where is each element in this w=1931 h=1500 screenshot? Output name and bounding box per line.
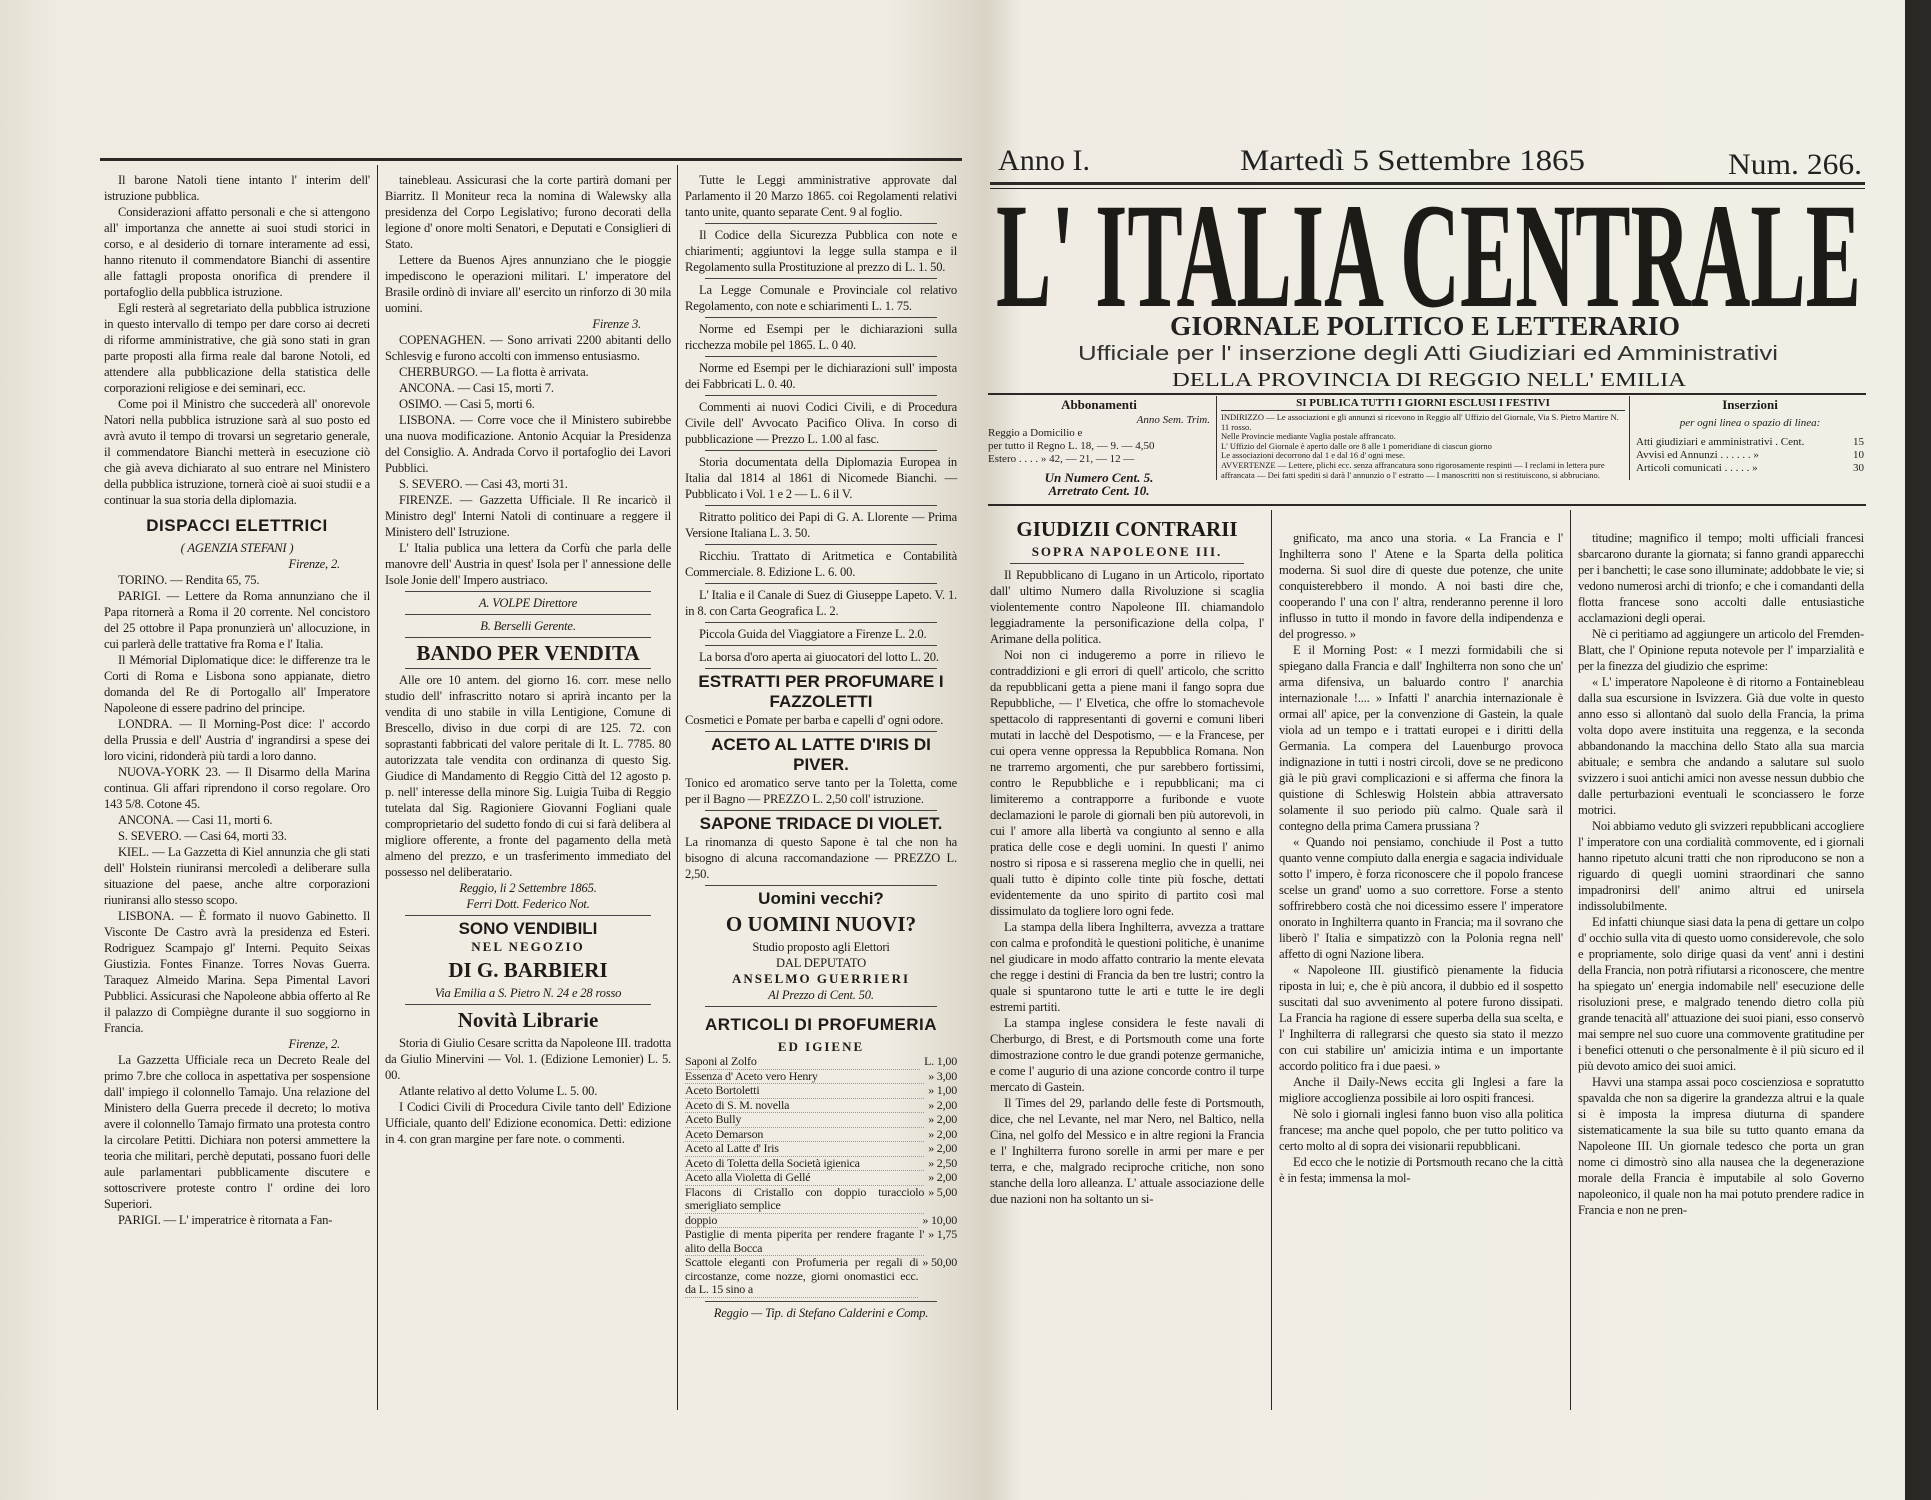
price-label: Aceto Bortoletti — [685, 1084, 924, 1099]
publica-line: AVVERTENZE — Lettere, plichi ecc. senza affrancatura sono rigorosamente respinti — I reclami in lettera pure affrancata — Dei fatti spediti si darà l' annunzio o l' estratto — I manoscritti non si restituiscono, si abbruciano. — [1221, 459, 1605, 480]
issue-date: Martedì 5 Settembre 1865 — [1240, 144, 1585, 177]
publica-line: Le associazioni decorrono dal 1 e dal 16 d' ogni mese. — [1221, 450, 1405, 461]
price-label: Flacons di Cristallo con doppio turacciolo smerigliato semplice — [685, 1184, 925, 1212]
advertisement-heading: ACETO AL LATTE D'IRIS DI PIVER. — [711, 735, 931, 774]
price-value: L. 1,00 — [924, 1054, 957, 1068]
caps-heading: SOPRA NAPOLEONE III. — [1031, 544, 1223, 559]
separator-rule — [705, 1301, 937, 1302]
abbonamenti-row: per tutto il Regno L. 18, — 9. — 4,50 — [988, 440, 1155, 452]
paragraph: tainebleau. Assicurasi che la corte partirà domani per Biarritz. Il Moniteur reca la nomina di Walewsky alla presidenza del Corpo Legislativo; furono decorati della legione d' onore molti Senatori, e Deputati e Consiglieri di Stato. — [385, 173, 671, 251]
price-label: Aceto di Toletta della Società igienica — [685, 1157, 924, 1172]
paragraph: Piccola Guida del Viaggiatore a Firenze L. 2.0. — [699, 627, 927, 641]
byline: ( AGENZIA STEFANI ) — [180, 541, 294, 555]
price-row — [685, 1186, 957, 1214]
price-value: » 3,00 — [928, 1068, 957, 1083]
paragraph: Egli resterà al segretariato della pubblica istruzione in questo intervallo di tempo per dare corso ai decreti di riforme amministrative, che già sono stati in gran parte proposti alla firma reale dal barone Notoli, ed attendere alla pubblicazione della statistica delle corporazioni religiose e dei seminari, ecc. — [104, 301, 370, 395]
price-row — [685, 1099, 957, 1114]
separator-rule — [705, 395, 937, 396]
paragraph: Norme ed Esempi per le dichiarazioni sulla ricchezza mobile pel 1865. L. 0 40. — [685, 322, 957, 352]
paragraph: gnificato, ma anco una storia. « La Francia e l' Inghilterra sono l' Atene e la Sparta della politica moderna. Si suol dire di queste due potenze, che unite conquisterebbero il mondo. A noi basti dire che, cooperando l' una con l' altra, renderanno perenne il loro influsso in tutto il mondo in favore della indipendenza e del progresso. » — [1279, 531, 1563, 641]
inserzioni-price: 10 — [1853, 449, 1864, 461]
masthead-bottom-rule — [988, 504, 1866, 506]
paragraph: ANCONA. — Casi 15, morti 7. — [399, 381, 554, 395]
price-value: » 1,75 — [928, 1227, 957, 1241]
column-left-3 — [685, 172, 957, 1321]
byline: Al Prezzo di Cent. 50. — [768, 988, 874, 1002]
abbonamenti-row: Estero . . . . » 42, — 21, — 12 — — [988, 453, 1135, 465]
price-value: » 50,00 — [922, 1255, 957, 1269]
paragraph: LONDRA. — Il Morning-Post dice: l' accordo della Prussia e dell' Austria d' ingrandirsi a spese dei loro vicini, ridonderà più tardi a loro danno. — [104, 717, 370, 763]
dateline: Firenze, 2. — [288, 557, 340, 571]
paragraph: CHERBURGO. — La flotta è arrivata. — [399, 365, 589, 379]
headline: DI G. BARBIERI — [448, 958, 608, 982]
dateline: Firenze, 2. — [288, 1037, 340, 1051]
price-row — [685, 1256, 957, 1298]
paragraph: Ed infatti chiunque siasi data la pena di gettare un colpo d' occhio sulla vita di questo uomo considerevole, che solo e propriamente, solo dirige quasi da vent' anni i destini della Francia, non potrà rifiutarsi a riconoscere, che mentre ha spiegato un' energia indomabile nell' esecuzione delle risoluzioni prese, e malgrado tenendo dietro colla più grande tenacità all' attuazione dei suoi piani, esso conservò mai sempre nel suo cuore una commovente gratitudine per i benefici ottenuti o che personalmente è il più sicuro ed il più devoto amico dei suoi amici. — [1578, 915, 1864, 1073]
separator-rule — [405, 614, 651, 615]
advertisement-heading: ESTRATTI PER PROFUMARE I FAZZOLETTI — [698, 672, 944, 711]
advertisement-heading: SONO VENDIBILI — [458, 919, 598, 938]
price-label: Aceto di S. M. novella — [685, 1099, 924, 1114]
paragraph: Storia di Giulio Cesare scritta da Napoleone III. tradotta da Giulio Minervini — Vol. 1. (Edizione Lemonier) L. 5. 00. — [385, 1036, 671, 1082]
separator-rule — [705, 450, 937, 451]
newspaper-title: L' ITALIA CENTRALE — [996, 173, 1861, 339]
byline: A. VOLPE Direttore — [478, 596, 578, 610]
paragraph: S. SEVERO. — Casi 64, morti 33. — [118, 829, 287, 843]
separator-rule — [705, 645, 937, 646]
price-label: Aceto al Latte d' Iris — [685, 1142, 924, 1157]
ad-line: DAL DEPUTATO — [776, 956, 866, 970]
newspaper-province: DELLA PROVINCIA DI REGGIO NELL' EMILIA — [1172, 369, 1687, 391]
byline: B. Berselli Gerente. — [480, 619, 576, 633]
separator-rule — [705, 885, 937, 886]
price-label: doppio — [685, 1214, 918, 1229]
price-value: » 2,00 — [928, 1141, 957, 1155]
newspaper-tagline: Ufficiale per l' inserzione degli Atti Giudiziari ed Amministrativi — [1078, 343, 1778, 365]
publica-line: INDIRIZZO — Le associazioni e gli annunzi si ricevono in Reggio all' Uffizio del Giornale, Via S. Pietro Martire N. 11 rosso. — [1221, 412, 1619, 432]
advertisement-heading: SAPONE TRIDACE DI VIOLET. — [699, 814, 943, 833]
paragraph: Nè ci peritiamo ad aggiungere un articolo del Fremden-Blatt, che l' Opinione reputa notevole per l' imparzialità e per la finezza del giudizio che esprime: — [1578, 627, 1864, 673]
inserzioni-sub: per ogni linea o spazio di linea: — [1679, 417, 1821, 429]
ad-line: Studio proposto agli Elettori — [752, 940, 890, 954]
paragraph: NUOVA-YORK 23. — Il Disarmo della Marina continua. Gli affari riprendono il corso regolare. Oro 143 5/8. Cotone 45. — [104, 765, 370, 811]
price-value: » 2,00 — [928, 1126, 957, 1141]
paragraph: Anche il Daily-News eccita gli Inglesi a fare la migliore accoglienza possibile ai loro ospiti francesi. — [1279, 1075, 1563, 1105]
masthead — [990, 138, 1870, 399]
paragraph: Considerazioni affatto personali e che si attengono all' importanza che annette ai suoi studi storici in corso, e al desiderio di tornare interamente ad essi, hanno ritenuto il commendatore Bianchi di assentire alle fattagli proposta onorifica di prendere il portafoglio della pubblica istruzione. — [104, 205, 370, 299]
inserzioni-title: Inserzioni — [1722, 397, 1778, 412]
paragraph: Ritratto politico dei Papi di G. A. Llorente — Prima Versione Italiana L. 3. 50. — [685, 510, 957, 540]
price-row — [685, 1113, 957, 1128]
newspaper-subtitle: GIORNALE POLITICO E LETTERARIO — [1170, 311, 1680, 341]
separator-rule — [705, 731, 937, 732]
anno-label: Anno I. — [998, 144, 1090, 177]
paragraph: Atlante relativo al detto Volume L. 5. 00. — [399, 1084, 598, 1098]
price-row — [685, 1157, 957, 1172]
paragraph: Come poi il Ministro che succederà all' onorevole Natori nella pubblica istruzione sarà al suo posto ed avrà avuto il tempo di trovarsi un segretario generale, il commendatore Bianchi metterà in esecuzione ciò che già aveva dichiarato al suo entrare nel Ministero della pubblica istruzione, tornerà cioè ai suoi studii e a continuar la sua storia della diplomazia. — [104, 397, 370, 507]
byline: Via Emilia a S. Pietro N. 24 e 28 rosso — [434, 986, 622, 1000]
separator-rule — [405, 591, 651, 592]
paragraph: Alle ore 10 antem. del giorno 16. corr. mese nello studio dell' infrascritto notaro si aprirà incanto per la vendita di uno stabile in villa Lentigione, Comune di Brescello, diviso in due corpi di are 125. 72. con soprastanti fabbricati del valore peritale di It. L. 7785. 80 autorizzata tale vendita con ordinanza di questo Sig. Giudice di Mandamento di Reggio Città del 12 agosto p. p. nell' interesse della minore Sig. Luigia Tuiba di Reggio tutelata dal Sig. Ragioniere Giovanni Fogliani quale comproprietario del sudetto fondo di cui si farà delibera al migliore offerente, a fronte del pagamento della metà almeno del prezzo, e un trasferimento immediato del possesso nel deliberatario. — [385, 673, 671, 879]
price-row — [685, 1055, 957, 1070]
caps-heading: ED IGIENE — [777, 1039, 865, 1054]
paragraph: LISBONA. — Corre voce che il Ministero subirebbe una nuova modificazione. Antonio Acquiar la Presidenza del Consiglio. A. Andrada Corvo il portafoglio dei Lavori Pubblici. — [385, 413, 671, 475]
separator-rule — [705, 223, 937, 224]
column-right-2 — [1279, 530, 1563, 1186]
price-value: » 5,00 — [928, 1184, 957, 1199]
inserzioni-price: 15 — [1853, 436, 1864, 448]
dateline: Firenze 3. — [592, 317, 641, 331]
paragraph: La Gazzetta Ufficiale reca un Decreto Reale del primo 7.bre che colloca in aspettativa per sospensione dall' impiego il colonnello Tamajo. Una relazione del Ministero della Guerra precede il decreto; lo motiva avere il colonnello Tamajo firmato una protesta contro la circolare Petitti. Dichiara non potersi ammettere la teoria che militari, perchè deputati, possano fuori delle aule parlamentari pubblicamente discutere e sottoscrivere proteste contro l' ordine dei loro Superiori. — [104, 1053, 370, 1211]
section-heading: DISPACCI ELETTRICI — [146, 516, 328, 535]
publica-line: Nelle Provincie mediante Vaglia postale affrancato. — [1221, 431, 1396, 442]
paragraph: LISBONA. — È formato il nuovo Gabinetto. Il Visconte De Castro avrà la presidenza ed Esteri. Rodriguez Scampajo gl' Interni. Pequito Seixas Giustizia. Fontes Finanze. Torres Novas Guerra. Taraquez Almeido Marina. Sepa Pimental Lavori Pubblici. Assicurasi che Napoleone abbia offerto al Re il palazzo di Compiègne durante il suo soggiorno in Francia. — [104, 909, 370, 1035]
paragraph: PARIGI. — L' imperatrice è ritornata a Fan- — [118, 1213, 333, 1227]
paragraph: OSIMO. — Casi 5, morti 6. — [399, 397, 535, 411]
paragraph: Commenti ai nuovi Codici Civili, e di Procedura Civile dell' Avvocato Pacifico Oliva. In corso di pubblicazione — Prezzo L. 1.00 al fasc. — [685, 400, 957, 446]
paragraph: Il Codice della Sicurezza Pubblica con note e chiarimenti; aggiuntovi la legge sulla stampa e il Regolamento sulla Prostituzione al prezzo di L. 1. 50. — [685, 228, 957, 274]
paragraph: Noi non ci indugeremo a porre in rilievo le contraddizioni e gli errori di quell' articolo, che scritto da repubblicani getta a piene mani il fango sopra due Repubbliche, — l' Elvetica, che offre lo stomachevole spettacolo di rappresentanti di governi e comuni liberi mutati in lacchè del Despotismo, — e la Francese, per cui opera venne oppressa la Repubblica Romana. Non ne trarremo argomenti, che pur sarebbero fortissimi, contro le Repubbliche e i repubblicani; ma ci limiteremo a contrapporre a furibonde e vuote declamazioni le parole di giornali ben più autorevoli, in cui l' amore alla libertà va congiunto al senno e alla pratica delle cose e degli uomini. In questi l' animo nostro si riposa e si rasserena meglio che in quelli, nei quali tutto è dipinto colle tinte più fosche, dettati evidentemente da uno spirito di partito così mal dissimulato da togliere loro ogni fede. — [990, 648, 1264, 918]
column-divider — [1570, 510, 1571, 1410]
inserzioni-box — [1636, 396, 1864, 475]
price-value: » 2,00 — [928, 1170, 957, 1184]
paragraph: La Legge Comunale e Provinciale col relativo Regolamento, con note e schiarimenti L. 1. 75. — [685, 283, 957, 313]
publica-box — [1216, 396, 1630, 480]
price-row — [685, 1228, 957, 1256]
publica-title: SI PUBLICA TUTTI I GIORNI ESCLUSI I FESTIVI — [1221, 397, 1625, 411]
column-divider — [1271, 510, 1272, 1410]
paragraph: « Napoleone III. giustificò pienamente la fiducia riposta in lui; e, che è più ancora, il dubbio ed il sospetto suscitati dal suo avvenimento al potere furono dissipati. La Francia ha ragione di essere superba della sua scelta, e l' Inghilterra di rallegrarsi che questo sia stato il mezzo con cui stabilire un' amicizia intima e un importante accordo politico fra i due paesi. » — [1279, 963, 1563, 1073]
separator-rule — [705, 278, 937, 279]
separator-rule — [405, 637, 651, 638]
paragraph: Il Repubblicano di Lugano in un Articolo, riportato dall' ultimo Numero dalla Rivoluzione si scaglia violentemente contro Napoleone III. chiamandolo leggiadramente la personificazione della colpa, l' Arimane della politica. — [990, 568, 1264, 646]
inserzioni-label: Articoli comunicati . . . . . » — [1636, 462, 1758, 474]
byline: Reggio — Tip. di Stefano Calderini e Comp. — [713, 1305, 929, 1320]
numero-price: Un Numero Cent. 5. — [1044, 470, 1154, 485]
paragraph: Lettere da Buenos Ajres annunziano che le pioggie impediscono le operazioni militari. L' imperatore del Brasile ordinò di inviare all' esercito un rinforzo di 30 mila uomini. — [385, 253, 671, 315]
separator-rule — [405, 668, 651, 669]
column-divider — [377, 165, 378, 1410]
paragraph: Havvi una stampa assai poco coscienziosa e sopratutto spavalda che non sa digerire la grandezza altrui e la quale si è imposta la impresa diuturna di spandere sistematicamente la sua bile su tutto quanto emana da Napoleone III. Un giornale tedesco che porta un gran nome ci dimostrò sino alla nausea che la degenerazione morale della Francia è imputabile al solo Governo napoleonico, il quale non ha mai potuto prendere radice in Francia e non ne pren- — [1578, 1075, 1864, 1217]
paragraph: titudine; magnifico il tempo; molti ufficiali francesi sbarcarono durante la giornata; si fanno grandi apparecchi per i banchetti; le case sono illuminate; addobbate le vie; si vedono numerosi archi di trionfo; e che i comandanti della flotta francese sono accolti dalle entusiastiche acclamazioni degli operai. — [1578, 531, 1864, 625]
scan-edge — [1905, 0, 1931, 1500]
price-value: » 2,50 — [928, 1155, 957, 1170]
separator-rule — [705, 317, 937, 318]
price-row — [685, 1084, 957, 1099]
abbonamenti-title: Abbonamenti — [1061, 397, 1137, 412]
headline: BANDO PER VENDITA — [416, 641, 640, 665]
paragraph: FIRENZE. — Gazzetta Ufficiale. Il Re incaricò il Ministro degl' Interni Natoli di continuare a reggere il Ministero dell' Istruzione. — [385, 493, 671, 539]
paragraph: Noi abbiamo veduto gli svizzeri repubblicani accogliere l' imperatore con una cordialità commovente, ed i giornali hanno ripetuto alcuni tratti che non riproducono se non a riguardo di quegli uomini straordinari che sanno impadronirsi dell' animo altrui ed unirsela indissolubilmente. — [1578, 819, 1864, 913]
price-label: Aceto Bully — [685, 1113, 924, 1128]
paragraph: La stampa inglese considera le feste navali di Cherburgo, di Brest, e di Portsmouth come una forte dimostrazione contro le due grandi potenze germaniche, e come l' augurio di una azione concorde contro il turpe mercato di Gastein. — [990, 1016, 1264, 1094]
advertisement-text: Tonico ed aromatico serve tanto per la Toletta, come per il Bagno — PREZZO L. 2,50 coll' istruzione. — [685, 776, 957, 806]
masthead-svg — [990, 138, 1870, 394]
byline: Ferri Dott. Federico Not. — [466, 897, 590, 911]
paragraph: Ricchiu. Trattato di Aritmetica e Contabilità Commerciale. 8. Edizione L. 6. 00. — [685, 549, 957, 579]
paragraph: « Quando noi pensiamo, conchiude il Post a tutto quanto venne compiuto dalla energia e sagacia individuale sotto l' impero, è forza riconoscere che il popolo francese scelse un grand' uomo a suo correttore. Forse a stento soffrirebbero costà che noi dicessimo essere l' imperatore onorato in Inghilterra quanto in Francia; ma il sovrano che liberò l' Italia e simpatizzò con la Polonia regna nell' affetto di ogni Nazione libera. — [1279, 835, 1563, 961]
paragraph: PARIGI. — Lettere da Roma annunziano che il Papa ritornerà a Roma il 20 corrente. Nel concistoro del 25 ottobre il Papa pronunzierà un' allocuzione, in cui parlerà delle trattative fra Roma e l' Italia. — [104, 589, 370, 651]
paragraph: Norme ed Esempi per le dichiarazioni sull' imposta dei Fabbricati L. 0. 40. — [685, 361, 957, 391]
headline: GIUDIZII CONTRARII — [1016, 517, 1238, 541]
arretrato-price: Arretrato Cent. 10. — [1048, 483, 1150, 498]
advertisement-text: Cosmetici e Pomate per barba e capelli d' ogni odore. — [685, 713, 944, 727]
paragraph: E il Morning Post: « I mezzi formidabili che si spiegano dalla Francia e dall' Inghilterra non sono che un' arma difensiva, un baluardo contro l' anarchia internazionale !.... » Infatti l' anarchia internazionale è ormai all' apice, per la convenzione di Gastein, la quale viola ad un tempo e i trattati europei e i diritti della Germania. La compera del Lauenburgo provoca indignazione in tutti i nostri circoli, dove se ne predicono già le più gravi complicazioni e si afferma che finora la quistione di Schleswig Holstein abbia attraversato solamente il suo periodo più calmo. Quale sarà il contegno della prima Camera prussiana ? — [1279, 643, 1563, 833]
price-label: Pastiglie di menta piperita per rendere fragante l' alito della Bocca — [685, 1227, 925, 1255]
column-left-1 — [104, 172, 370, 1228]
paragraph: L' Italia publica una lettera da Corfù che parla delle manovre dell' Austria in quest' Isola per l' annessione delle Isole Jonie dell' Impero austriaco. — [385, 541, 671, 587]
column-right-3 — [1578, 530, 1864, 1218]
separator-rule — [405, 915, 651, 916]
separator-rule — [705, 356, 937, 357]
headline: Novità Librarie — [457, 1008, 599, 1032]
paragraph: Tutte le Leggi amministrative approvate dal Parlamento il 20 Marzo 1865. coi Regolamenti relativi tanto unite, quanto separate Cent. 9 al foglio. — [685, 173, 957, 219]
paragraph: ANCONA. — Casi 11, morti 6. — [118, 813, 273, 827]
abbonamenti-box — [988, 396, 1210, 497]
paragraph: La borsa d'oro aperta ai giuocatori del lotto L. 20. — [699, 650, 939, 664]
column-right-1 — [990, 514, 1264, 1207]
separator-rule — [705, 583, 937, 584]
price-row — [685, 1171, 957, 1186]
inserzioni-label: Avvisi ed Annunzi . . . . . . » — [1636, 449, 1759, 461]
price-label: Aceto Demarson — [685, 1128, 924, 1143]
separator-rule — [705, 668, 937, 669]
price-row — [685, 1214, 957, 1229]
paragraph: « L' imperatore Napoleone è di ritorno a Fontainebleau dalla sua escursione in Isvizzera. Già due volte in questo anno esso si allontanò dal suolo della Francia, la prima volta dopo avere instituita una reggenza, e la seconda abbandonando la macchina dello Stato alla sua marcia abituale; e sembra che andando a salutare sul suolo svizzero i suoi antichi amici non avesse nessun dubbio che dalle perturbazioni eventuali le sconciassero le forze motrici. — [1578, 675, 1864, 817]
paragraph: Il barone Natoli tiene intanto l' interim dell' istruzione pubblica. — [104, 173, 370, 203]
abbonamenti-header: Anno Sem. Trim. — [1136, 414, 1210, 426]
advertisement-text: La rinomanza di questo Sapone è tal che non ha bisogno di alcuna raccomandazione — PREZZO L. 2,50. — [685, 835, 957, 881]
section-heading: ARTICOLI DI PROFUMERIA — [705, 1015, 937, 1034]
caps-heading: NEL NEGOZIO — [471, 939, 585, 954]
inserzioni-price: 30 — [1853, 462, 1864, 474]
paragraph: S. SEVERO. — Casi 43, morti 31. — [399, 477, 568, 491]
price-label: Essenza d' Aceto vero Henry — [685, 1070, 924, 1085]
price-value: » 1,00 — [928, 1083, 957, 1097]
paragraph: TORINO. — Rendita 65, 75. — [118, 573, 260, 587]
price-value: » 10,00 — [922, 1212, 957, 1227]
separator-rule — [705, 622, 937, 623]
column-left-2 — [385, 172, 671, 1147]
price-label: Scattole eleganti con Profumeria per regali di circostanze, come nozze, giorni onomastici ecc. da L. 15 sino a — [685, 1255, 919, 1296]
paragraph: Ed ecco che le notizie di Portsmouth recano che la città è in festa; immensa la mol- — [1279, 1155, 1563, 1185]
column-divider — [677, 165, 678, 1410]
paragraph: L' Italia e il Canale di Suez di Giuseppe Lapeto. V. 1. in 8. con Carta Geografica L. 2. — [685, 588, 957, 618]
price-value: » 2,00 — [928, 1112, 957, 1126]
paragraph: I Codici Civili di Procedura Civile tanto dell' Edizione Ufficiale, quanto dell' Edizione economica. Detti: edizione in 4. con gran margine per fare note. o commenti. — [385, 1100, 671, 1146]
paragraph: Nè solo i giornali inglesi fanno buon viso alla politica francese; ma anche quel popolo, che per tutto politico va certo molto al di sopra dei visionarii repubblicani. — [1279, 1107, 1563, 1153]
publica-line: L' Uffizio del Giornale è aperto dalle ore 8 alle 1 pomeridiane di ciascun giorno — [1221, 440, 1492, 451]
price-label: Aceto alla Violetta di Gellé — [685, 1171, 924, 1186]
price-row — [685, 1128, 957, 1143]
top-rule-left — [100, 158, 962, 161]
paragraph: Il Times del 29, parlando delle feste di Portsmouth, dice, che nel Levante, nel mar Nero, nel Baltico, nella Cina, nel golfo del Messico e in altre regioni la Francia e l' Inghilterra furono sorelle in armi per mare e per terra, e che, malgrado reciproche critiche, non sono stanche della loro alleanza. L' attuale associazione delle due nazioni non ha soltanto un si- — [990, 1096, 1264, 1206]
abbonamenti-row: Reggio a Domicilio e — [988, 427, 1083, 439]
separator-rule — [705, 505, 937, 506]
advertisement-heading: Uomini vecchi? — [758, 889, 884, 908]
inserzioni-label: Atti giudiziari e amministrativi . Cent. — [1636, 436, 1805, 448]
paragraph: Il Mémorial Diplomatique dice: le differenze tra le Corti di Roma e Lisbona sono appianate, dietro domanda del Re di Portogallo all' Imperatore Napoleone di essere padrino del principe. — [104, 653, 370, 715]
paragraph: KIEL. — La Gazzetta di Kiel annunzia che gli stati dell' Holstein riuniransi mercoledì a deliberare sulla situazione del paese, anche altre corporazioni riuniransi allo stesso scopo. — [104, 845, 370, 907]
price-value: » 2,00 — [928, 1097, 957, 1112]
separator-rule — [405, 1004, 651, 1005]
price-row — [685, 1070, 957, 1085]
headline: O UOMINI NUOVI? — [725, 912, 917, 936]
caps-heading: ANSELMO GUERRIERI — [731, 971, 911, 986]
separator-rule — [705, 810, 937, 811]
byline: Reggio, li 2 Settembre 1865. — [459, 881, 597, 895]
paragraph: La stampa della libera Inghilterra, avvezza a trattare con calma e profondità le questioni politiche, è unanime nel giudicare in modo affatto contrario la mente elevata che regge i destini di Francia da ben tre lustri; contro la quale si spuntarono tutte le arti e tutte le ire degli estremi partiti. — [990, 920, 1264, 1014]
separator-rule — [705, 1006, 937, 1007]
separator-rule — [1010, 563, 1244, 564]
masthead-bottom-rule — [988, 393, 1866, 395]
price-label: Saponi al Zolfo — [685, 1055, 920, 1070]
paragraph: Storia documentata della Diplomazia Europea in Italia dal 1814 al 1861 di Nicomede Bianchi. — Pubblicato i Vol. 1 e 2 — L. 6 il V. — [685, 455, 957, 501]
separator-rule — [705, 544, 937, 545]
paragraph: COPENAGHEN. — Sono arrivati 2200 abitanti dello Schlesvig e furono accolti con immenso entusiasmo. — [385, 333, 671, 363]
price-row — [685, 1142, 957, 1157]
issue-number: Num. 266. — [1728, 148, 1862, 181]
